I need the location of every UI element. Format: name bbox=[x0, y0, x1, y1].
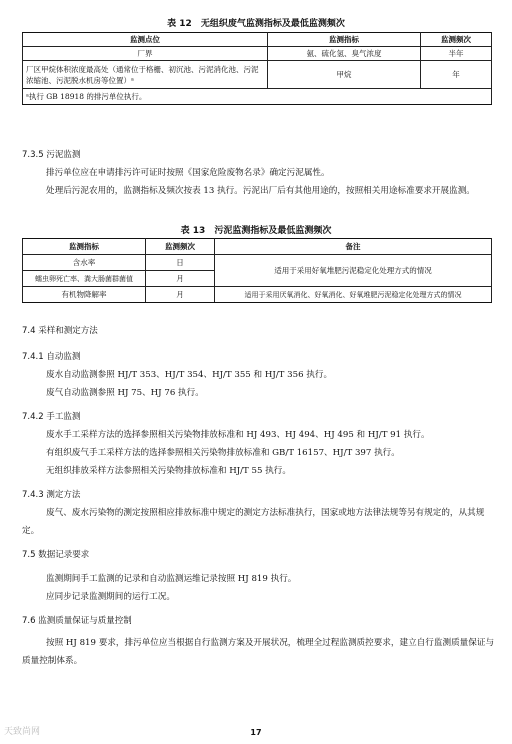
table13-cell: 月 bbox=[146, 287, 215, 303]
table13-header-frequency: 监测频次 bbox=[146, 239, 215, 255]
section-heading-7-4-3: 7.4.3 测定方法 bbox=[22, 490, 81, 500]
table13-cell: 蠕虫卵死亡率、粪大肠菌群菌值 bbox=[23, 271, 146, 287]
paragraph: 应同步记录监测期间的运行工况。 bbox=[46, 592, 175, 602]
table13-header-remark: 备注 bbox=[215, 239, 492, 255]
paragraph: 按照 HJ 819 要求，排污单位应当根据自行监测方案及开展状况，梳理全过程监测质控要求，建立自行监测质量保证与质量控制体系。 bbox=[22, 638, 495, 666]
table13-cell: 月 bbox=[146, 271, 215, 287]
section-heading-7-4: 7.4 采样和测定方法 bbox=[22, 326, 98, 336]
paragraph: 无组织排放采样方法参照相关污染物排放标准和 HJ/T 55 执行。 bbox=[46, 466, 291, 476]
table12 bbox=[22, 32, 492, 105]
table13 bbox=[22, 238, 492, 303]
page-number: 17 bbox=[250, 728, 262, 737]
section-heading-7-3-5: 7.3.5 污泥监测 bbox=[22, 150, 81, 160]
table13-header-indicator: 监测指标 bbox=[23, 239, 146, 255]
paragraph: 有组织废气手工采样方法的选择参照相关污染物排放标准和 GB/T 16157、HJ/T 397 执行。 bbox=[46, 448, 400, 458]
paragraph: 废气、废水污染物的测定按照相应排放标准中规定的测定方法标准执行，国家或地方法律法规等另有规定的，从其规定。 bbox=[22, 508, 485, 536]
table12-cell: 厂界 bbox=[23, 47, 268, 61]
paragraph: 处理后污泥农用的，监测指标及频次按表 13 执行。污泥出厂后有其他用途的，按照相关用途标准要求开展监测。 bbox=[46, 186, 475, 196]
paragraph: 监测期间手工监测的记录和自动监测运维记录按照 HJ 819 执行。 bbox=[46, 574, 297, 584]
table12-header-frequency: 监测频次 bbox=[421, 33, 492, 47]
table12-cell: 氨、硫化氢、臭气浓度 bbox=[268, 47, 421, 61]
table13-caption: 表 13 污泥监测指标及最低监测频次 bbox=[180, 226, 332, 236]
table12-cell: 甲烷 bbox=[268, 61, 421, 89]
table13-remark-2: 适用于采用厌氧消化、好氧消化、好氧堆肥污泥稳定化处理方式的情况 bbox=[215, 287, 492, 303]
section-heading-7-6: 7.6 监测质量保证与质量控制 bbox=[22, 616, 132, 626]
table13-cell: 日 bbox=[146, 255, 215, 271]
table12-header-point: 监测点位 bbox=[23, 33, 268, 47]
table12-cell: 半年 bbox=[421, 47, 492, 61]
paragraph: 废水自动监测参照 HJ/T 353、HJ/T 354、HJ/T 355 和 HJ/T 356 执行。 bbox=[46, 370, 333, 380]
section-heading-7-5: 7.5 数据记录要求 bbox=[22, 550, 90, 560]
paragraph: 废水手工采样方法的选择参照相关污染物排放标准和 HJ 493、HJ 494、HJ 495 和 HJ/T 91 执行。 bbox=[46, 430, 430, 440]
table12-cell: 厂区甲烷体积浓度最高处（通常位于格栅、初沉池、污泥消化池、污泥浓缩池、污泥脱水机房等位置）ᵃ bbox=[23, 61, 268, 89]
paragraph: 废气自动监测参照 HJ 75、HJ 76 执行。 bbox=[46, 388, 204, 398]
section-heading-7-4-2: 7.4.2 手工监测 bbox=[22, 412, 81, 422]
table12-footnote: ᵃ执行 GB 18918 的排污单位执行。 bbox=[23, 89, 492, 105]
table13-remark-1: 适用于采用好氧堆肥污泥稳定化处理方式的情况 bbox=[215, 255, 492, 287]
section-heading-7-4-1: 7.4.1 自动监测 bbox=[22, 352, 81, 362]
table12-cell: 年 bbox=[421, 61, 492, 89]
table12-header-indicator: 监测指标 bbox=[268, 33, 421, 47]
table13-cell: 含水率 bbox=[23, 255, 146, 271]
paragraph: 排污单位应在申请排污许可证时按照《国家危险废物名录》确定污泥属性。 bbox=[46, 168, 330, 178]
watermark: 天致尚网 bbox=[4, 727, 41, 737]
table13-cell: 有机物降解率 bbox=[23, 287, 146, 303]
table12-caption: 表 12 无组织废气监测指标及最低监测频次 bbox=[167, 19, 345, 29]
